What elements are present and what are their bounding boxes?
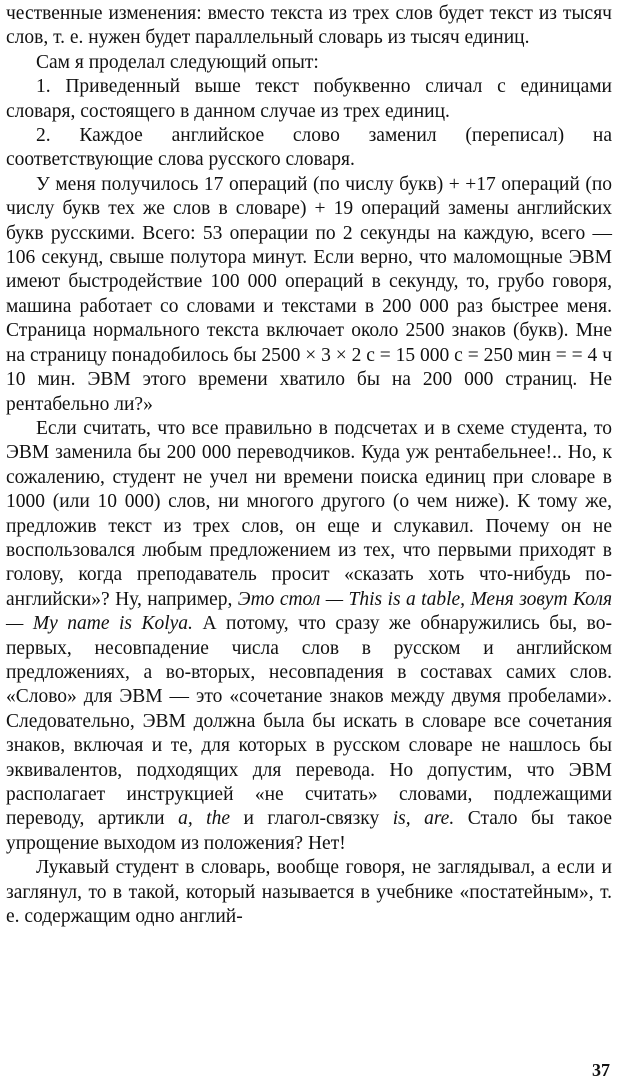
analysis-text-part-3: и глагол-связку xyxy=(243,808,380,830)
copula-italic: is, are. xyxy=(392,808,455,830)
analysis-text-part-2: А потому, что сразу же обнаружились бы, во-первых, несовпадение числа слов в русском и английском предложениях, а во-вторых, несовпадения в составах самих слов. «Слово» для ЭВМ — это «сочетание знаков между двумя пробелами». Следовательно, ЭВМ должна была бы искать в словаре все сочетания знаков, включая и те, для которых в русском словаре не нашлось бы эквивалентов, подходящих для перевода. Но допустим, что ЭВМ располагает инструкцией «не считать» словами, подлежащими переводу, артикли xyxy=(6,613,612,830)
articles-italic: a, the xyxy=(178,808,230,830)
paragraph-experiment-intro: Сам я проделал следующий опыт: xyxy=(36,51,319,73)
paragraph-dictionary: Лукавый студент в словарь, вообще говоря, не заглядывал, а если и заглянул, то в такой, который называется в учебнике «постатейным», т. е. содержащим одно англий- xyxy=(6,857,612,928)
list-item-1: 1. Приведенный выше текст побуквенно сличал с единицами словаря, состоящего в данном случае из трех единиц. xyxy=(6,76,612,122)
list-item-2: 2. Каждое английское слово заменил (переписал) на соответствующие слова русского словаря. xyxy=(6,125,612,171)
paragraph-analysis xyxy=(6,417,612,856)
example-italic: Это стол — This is a table, Меня зовут Коля — My name is Kolya. xyxy=(6,588,613,635)
paragraph-continued: чественные изменения: вместо текста из трех слов будет текст из тысяч слов, т. е. нужен будет параллельный словарь из тысяч единиц. xyxy=(6,3,612,49)
analysis-text-part-1: Если считать, что все правильно в подсчетах и в схеме студента, то ЭВМ заменила бы 200 000 переводчиков. Куда уж рентабельнее!.. Но, к сожалению, студент не учел ни времени поиска единиц при словаре в 1000 (или 10 000) слов, ни многого другого (о чем ниже). К тому же, предложив текст из трех слов, он еще и слукавил. Почему он не воспользовался любым предложением из тех, что первыми приходят в голову, когда преподаватель просит «сказать хоть что-нибудь по-английски»? Ну, например, xyxy=(6,417,612,610)
paragraph-calculation: У меня получилось 17 операций (по числу букв) + +17 операций (по числу букв тех же слов в словаре) + 19 операций замены английских букв русскими. Всего: 53 операции по 2 секунды на каждую, всего — 106 секунд, свыше полутора минут. Если верно, что маломощные ЭВМ имеют быстродействие 100 000 операций в секунду, то, грубо говоря, машина работает со словами и текстами в 200 000 раз быстрее меня. Страница нормального текста включает около 2500 знаков (букв). Мне на страницу понадобилось бы 2500 × 3 × 2 с = 15 000 с = 250 мин = = 4 ч 10 мин. ЭВМ этого времени хватило бы на 200 000 страниц. Не рентабельно ли?» xyxy=(6,173,612,415)
page-number: 37 xyxy=(592,1060,610,1080)
analysis-text-part-4: Стало бы такое упрощение выходом из положения? Нет! xyxy=(6,808,613,854)
